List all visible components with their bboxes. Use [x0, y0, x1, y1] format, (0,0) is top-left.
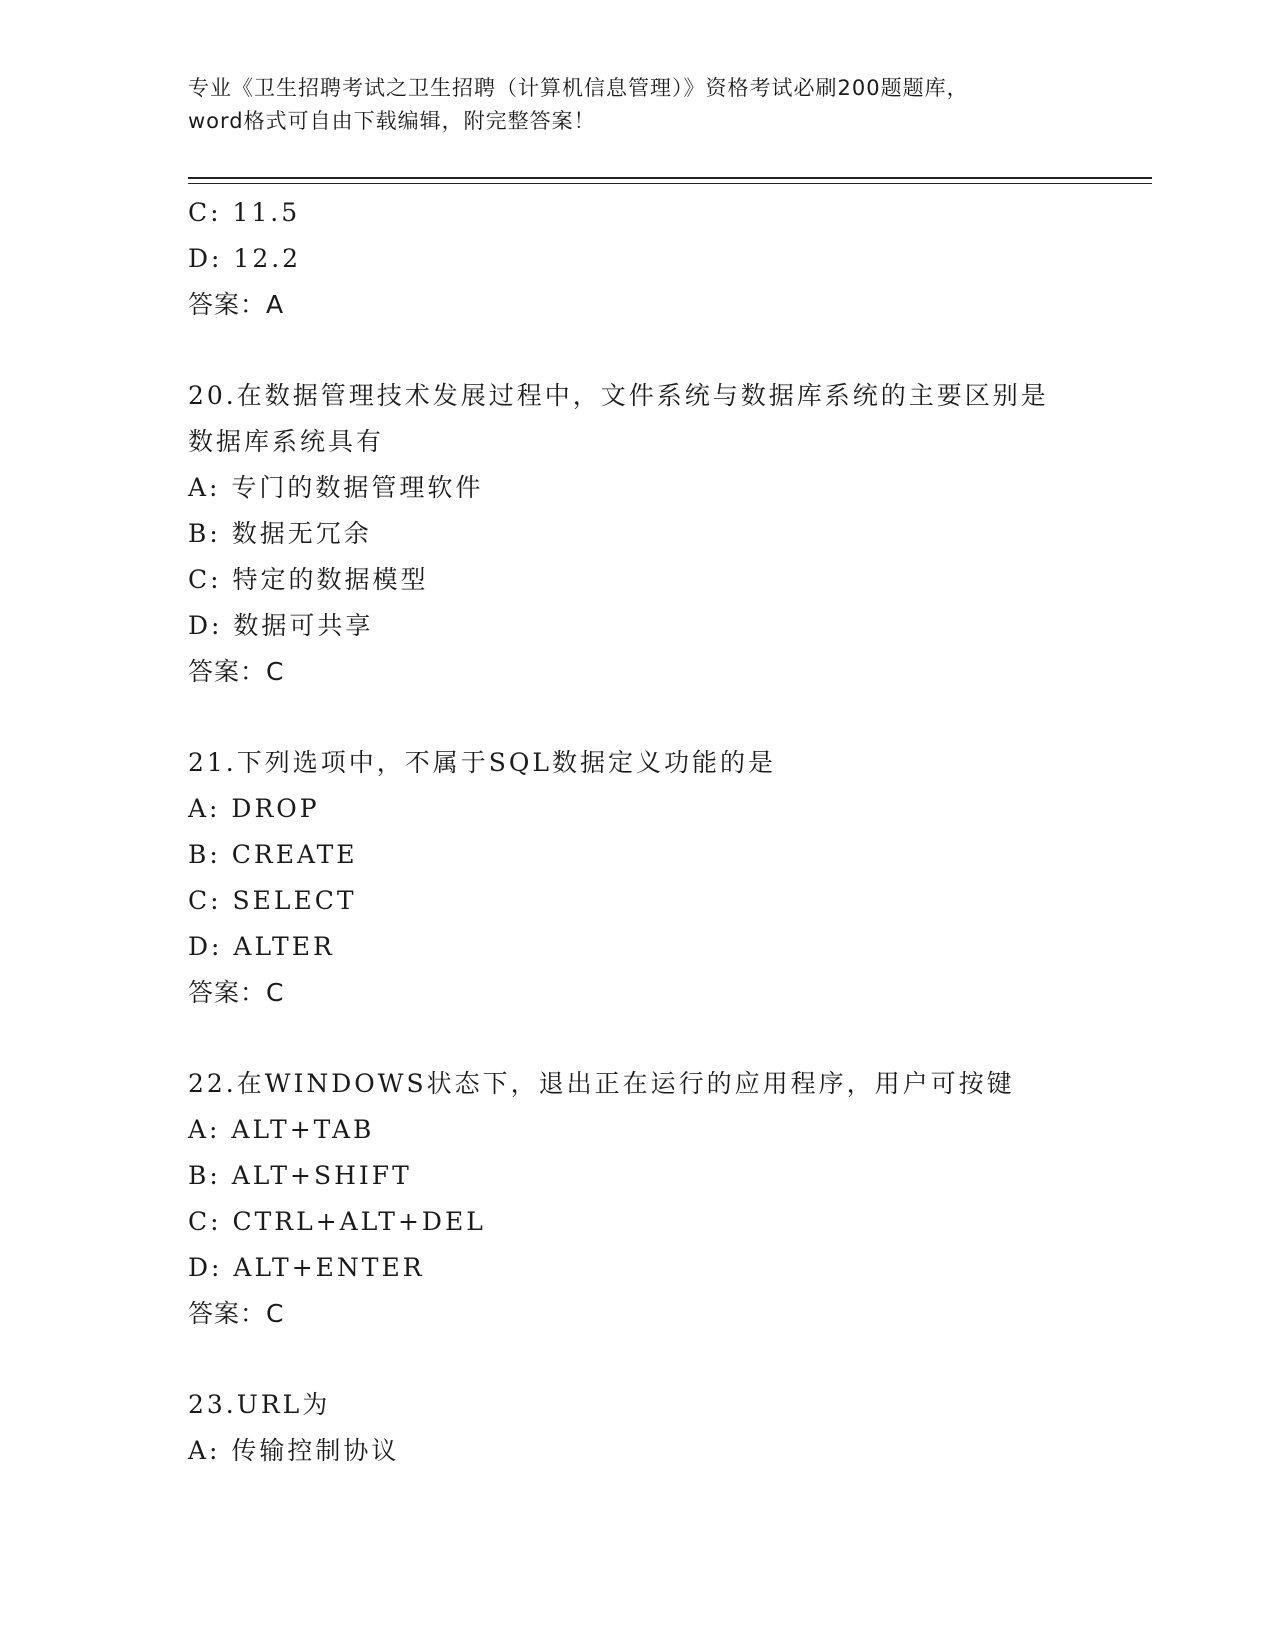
question-block	[188, 190, 1088, 328]
block-spacer	[188, 328, 1088, 373]
block-spacer	[188, 1337, 1088, 1382]
question-line: C: 11.5	[188, 198, 301, 227]
question-line: C: 特定的数据模型	[188, 565, 429, 594]
question-block	[188, 1382, 1088, 1474]
question-line: 数据库系统具有	[188, 427, 385, 456]
question-text: 22.在WINDOWS状态下，退出正在运行的应用程序，用户可按键	[188, 1069, 1015, 1098]
question-line: B: ALT+SHIFT	[188, 1161, 412, 1190]
document-header	[188, 72, 1088, 138]
question-line: A: 传输控制协议	[188, 1436, 400, 1465]
header-divider-thick	[188, 177, 1152, 179]
block-spacer	[188, 1016, 1088, 1061]
question-line: B: 数据无冗余	[188, 519, 372, 548]
block-spacer	[188, 695, 1088, 740]
answer-line: 答案：C	[188, 1299, 285, 1328]
question-text: 21.下列选项中，不属于SQL数据定义功能的是	[188, 748, 776, 777]
question-line: A: 专门的数据管理软件	[188, 473, 484, 502]
header-title-line-2: word格式可自由下载编辑，附完整答案！	[188, 109, 596, 133]
answer-line: 答案：C	[188, 978, 285, 1007]
question-line: D: ALTER	[188, 932, 335, 961]
header-title-line-1: 专业《卫生招聘考试之卫生招聘（计算机信息管理）》资格考试必刷200题题库，	[188, 76, 969, 100]
question-line: D: 12.2	[188, 244, 302, 273]
question-block	[188, 1061, 1088, 1337]
question-text: 20.在数据管理技术发展过程中，文件系统与数据库系统的主要区别是	[188, 381, 1049, 410]
question-line: A: ALT+TAB	[188, 1115, 375, 1144]
question-line: C: CTRL+ALT+DEL	[188, 1207, 486, 1236]
question-line: D: 数据可共享	[188, 611, 374, 640]
question-block	[188, 740, 1088, 1016]
question-line: B: CREATE	[188, 840, 358, 869]
header-divider-thin	[188, 183, 1152, 184]
question-text: 23.URL为	[188, 1390, 331, 1419]
question-line: A: DROP	[188, 794, 320, 823]
answer-line: 答案：A	[188, 290, 285, 319]
question-block	[188, 373, 1088, 695]
question-line: D: ALT+ENTER	[188, 1253, 425, 1282]
question-list	[188, 190, 1088, 1474]
answer-line: 答案：C	[188, 657, 285, 686]
question-line: C: SELECT	[188, 886, 357, 915]
